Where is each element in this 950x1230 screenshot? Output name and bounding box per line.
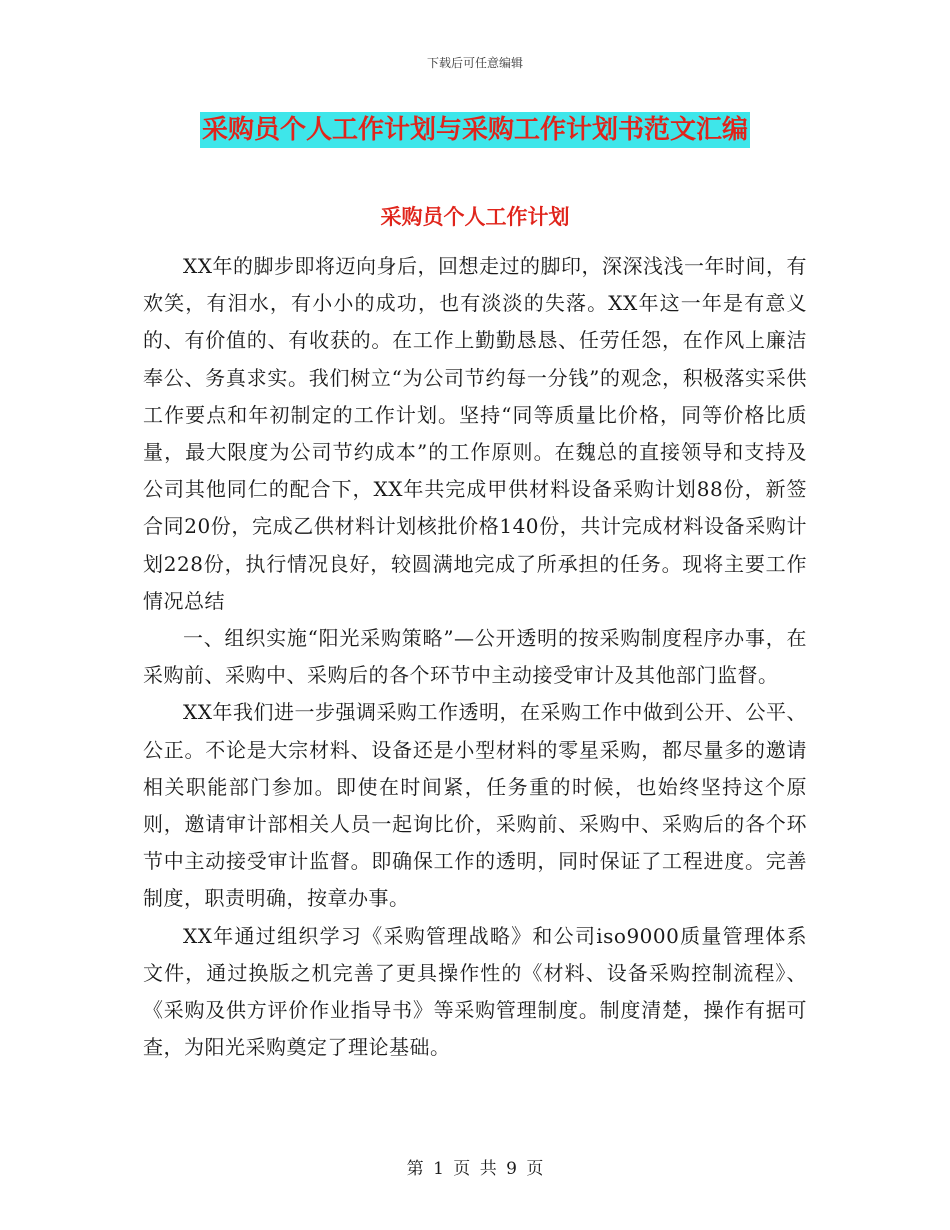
header-note: 下载后可任意编辑 bbox=[426, 56, 523, 70]
main-title-wrap bbox=[0, 112, 950, 148]
paragraph: 一、组织实施“阳光采购策略”—公开透明的按采购制度程序办事，在采购前、采购中、采购后的各个环节中主动接受审计及其他部门监督。 bbox=[143, 626, 807, 688]
paragraph: XX年我们进一步强调采购工作透明，在采购工作中做到公开、公平、公正。不论是大宗材料、设备还是小型材料的零星采购，都尽量多的邀请相关职能部门参加。即使在时间紧，任务重的时候，也始终坚持这个原则，邀请审计部相关人员一起询比价，采购前、采购中、采购后的各个环节中主动接受审计监督。即确保工作的透明，同时保证了工程进度。完善制度，职责明确，按章办事。 bbox=[143, 700, 807, 911]
paragraph: XX年通过组织学习《采购管理战略》和公司iso9000质量管理体系文件，通过换版之机完善了更具操作性的《材料、设备采购控制流程》、《采购及供方评价作业指导书》等采购管理制度。制度清楚，操作有据可查，为阳光采购奠定了理论基础。 bbox=[143, 923, 807, 1060]
paragraph: XX年的脚步即将迈向身后，回想走过的脚印，深深浅浅一年时间，有欢笑，有泪水，有小小的成功，也有淡淡的失落。XX年这一年是有意义的、有价值的、有收获的。在工作上勤勤恳恳、任劳任怨，在作风上廉洁奉公、务真求实。我们树立“为公司节约每一分钱”的观念，积极落实采供工作要点和年初制定的工作计划。坚持“同等质量比价格，同等价格比质量，最大限度为公司节约成本”的工作原则。在魏总的直接领导和支持及公司其他同仁的配合下，XX年共完成甲供材料设备采购计划88份，新签合同20份，完成乙供材料计划核批价格140份，共计完成材料设备采购计划228份，执行情况良好，较圆满地完成了所承担的任务。现将主要工作情况总结 bbox=[143, 254, 807, 613]
document-body bbox=[143, 248, 807, 1066]
section-title: 采购员个人工作计划 bbox=[380, 205, 570, 229]
page-number-footer: 第 1 页 共 9 页 bbox=[406, 1159, 544, 1179]
main-title: 采购员个人工作计划与采购工作计划书范文汇编 bbox=[200, 112, 750, 148]
